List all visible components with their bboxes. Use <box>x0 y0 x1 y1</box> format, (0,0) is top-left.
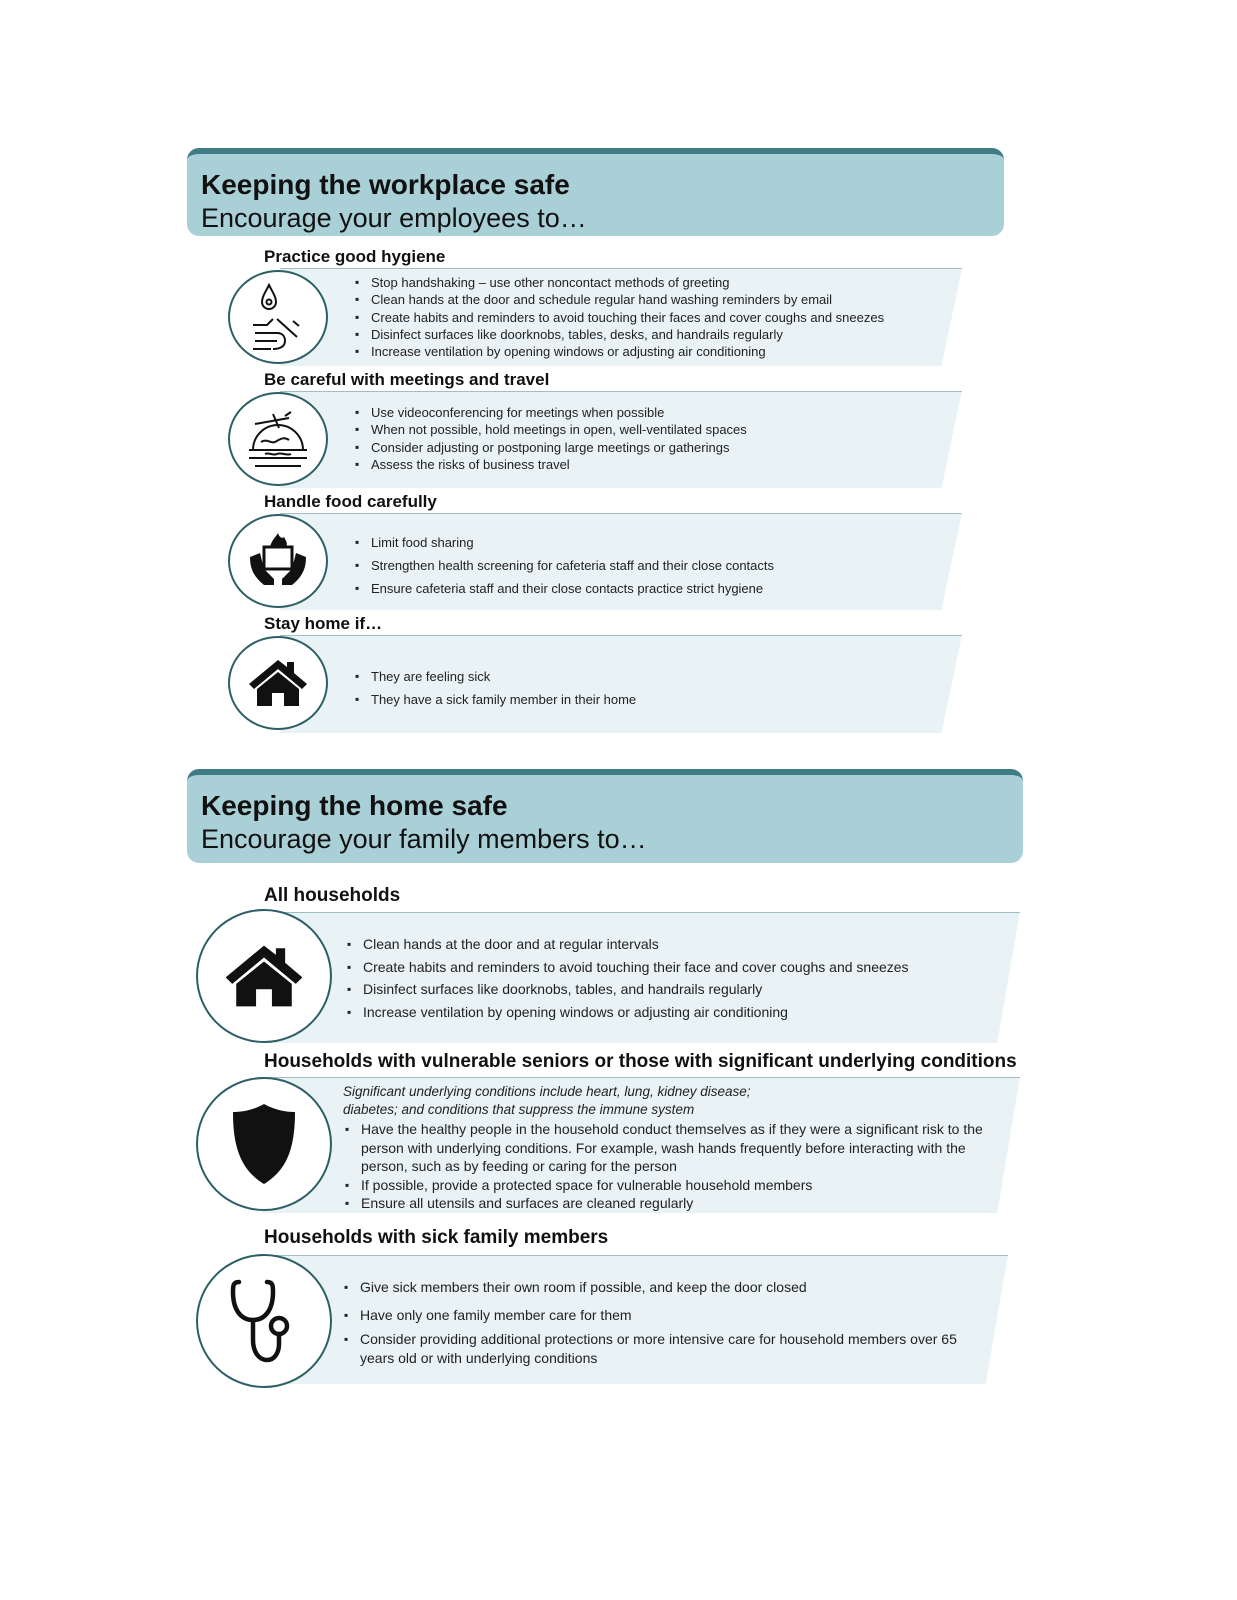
section-title-stay-home: Stay home if… <box>264 614 383 633</box>
home-subtitle: Encourage your family members to… <box>201 823 647 854</box>
list-item: ▪ If possible, provide a protected space for vulnerable household members <box>345 1176 1000 1195</box>
workplace-title: Keeping the workplace safe <box>201 169 570 200</box>
list-item: ▪ Assess the risks of business travel <box>355 456 935 473</box>
home-banner <box>187 769 1023 863</box>
food-hands-icon <box>228 514 328 608</box>
section-title-all-households: All households <box>264 885 401 906</box>
list-item: ▪ Consider providing additional protections or more intensive care for household members over 65 years old or with underlying conditions <box>344 1330 984 1367</box>
list-item: ▪ Limit food sharing <box>355 531 935 554</box>
house-icon <box>228 636 328 730</box>
list-item: ▪ Give sick members their own room if possible, and keep the door closed <box>344 1278 984 1297</box>
list-item: ▪ Ensure all utensils and surfaces are cleaned regularly <box>345 1194 1000 1213</box>
section-title-meetings: Be careful with meetings and travel <box>264 370 550 389</box>
list-item: ▪ Clean hands at the door and schedule regular hand washing reminders by email <box>355 291 935 308</box>
workplace-banner <box>187 148 1004 236</box>
list-item: ▪ Increase ventilation by opening windows or adjusting air conditioning <box>347 1001 987 1024</box>
conditions-note-line1: Significant underlying conditions include heart, lung, kidney disease; <box>343 1084 751 1099</box>
list-item: ▪ Stop handshaking – use other noncontact methods of greeting <box>355 274 935 291</box>
list-item: ▪ Ensure cafeteria staff and their close contacts practice strict hygiene <box>355 577 935 600</box>
section-title-hygiene: Practice good hygiene <box>264 247 446 266</box>
list-item: ▪ Create habits and reminders to avoid touching their faces and cover coughs and sneezes <box>355 309 935 326</box>
list-item: ▪ Disinfect surfaces like doorknobs, tables, and handrails regularly <box>347 978 987 1001</box>
workplace-subtitle: Encourage your employees to… <box>201 202 587 233</box>
list-item: ▪ Strengthen health screening for cafeteria staff and their close contacts <box>355 554 935 577</box>
home-title: Keeping the home safe <box>201 790 508 821</box>
list-item: ▪ Increase ventilation by opening windows or adjusting air conditioning <box>355 343 935 360</box>
conditions-note-line2: diabetes; and conditions that suppress the immune system <box>343 1102 695 1117</box>
bullet-list-food <box>355 531 935 600</box>
list-item: ▪ Have only one family member care for them <box>344 1306 984 1325</box>
list-item: ▪ Clean hands at the door and at regular intervals <box>347 933 987 956</box>
section-title-sick-members: Households with sick family members <box>264 1227 609 1248</box>
house-icon <box>196 909 332 1043</box>
list-item: ▪ Disinfect surfaces like doorknobs, tables, desks, and handrails regularly <box>355 326 935 343</box>
hand-washing-icon <box>228 270 328 364</box>
list-item: ▪ They have a sick family member in their home <box>355 688 935 711</box>
bullet-list-sick-members <box>344 1278 984 1368</box>
globe-plane-icon <box>228 392 328 486</box>
list-item: ▪ When not possible, hold meetings in open, well-ventilated spaces <box>355 421 935 438</box>
list-item: ▪ Consider adjusting or postponing large meetings or gatherings <box>355 439 935 456</box>
section-title-vulnerable: Households with vulnerable seniors or those with significant underlying conditions <box>264 1051 1017 1072</box>
bullet-list-vulnerable <box>345 1120 1000 1213</box>
bullet-list-hygiene <box>355 274 935 360</box>
bullet-list-all-households <box>347 933 987 1024</box>
list-item: ▪ Create habits and reminders to avoid touching their face and cover coughs and sneezes <box>347 956 987 979</box>
stethoscope-icon <box>196 1254 332 1388</box>
list-item: ▪ Use videoconferencing for meetings when possible <box>355 404 935 421</box>
section-title-food: Handle food carefully <box>264 492 437 511</box>
list-item: ▪ Have the healthy people in the household conduct themselves as if they were a significant risk to the person with underlying conditions. For example, wash hands frequently before interacting with the person, such as by feeding or caring for the person <box>345 1120 1000 1176</box>
shield-icon <box>196 1077 332 1211</box>
bullet-list-meetings <box>355 404 935 473</box>
bullet-list-stay-home <box>355 665 935 711</box>
list-item: ▪ They are feeling sick <box>355 665 935 688</box>
